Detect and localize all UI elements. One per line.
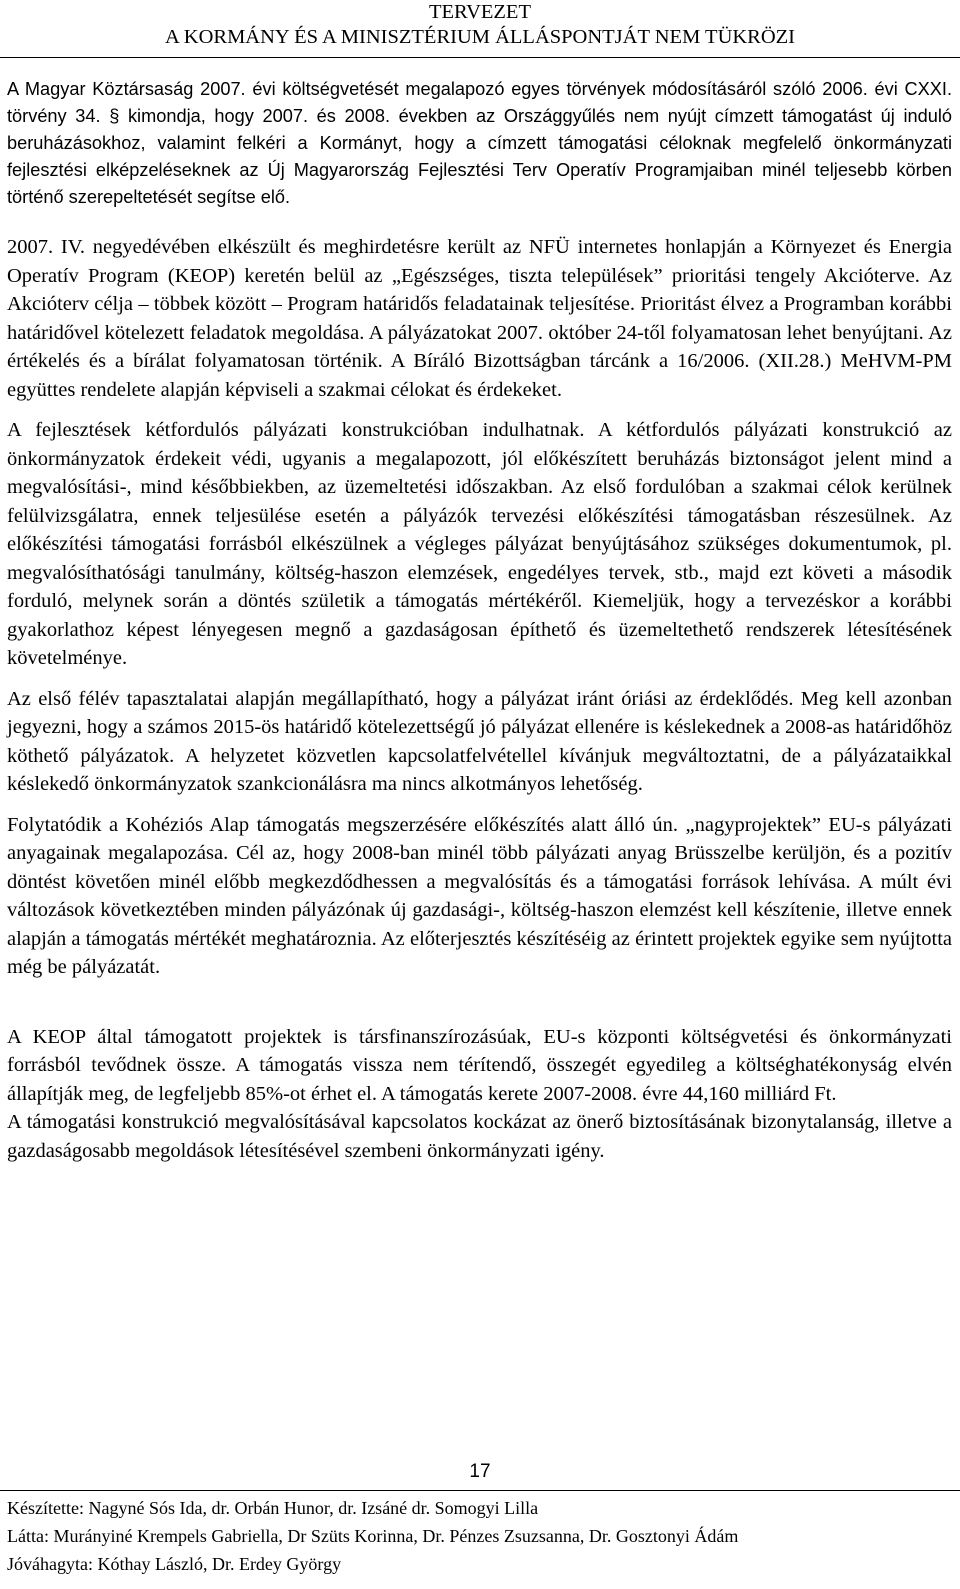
paragraph-keop-action-plan: 2007. IV. negyedévében elkészült és meghirdetésre került az NFÜ internetes honlapján a Környezet és Energia Operatív Program (KEOP) keretén belül az „Egészséges, tiszta települések” prioritási tengely Akcióterve. Az Akcióterv célja – többek között – Program határidős feladatainak teljesítése. Prioritást élvez a Programban korábbi határidővel kötelezett feladatok megoldása. A pályázatokat 2007. október 24-től folyamatosan lehet benyújtani. Az értékelés és a bírálat folyamatosan történik. A Bíráló Bizottságban tárcánk a 16/2006. (XII.28.) MeHVM-PM együttes rendelete alapján képviseli a szakmai célokat és érdekeket.	[7, 236, 952, 401]
page-footer	[7, 1494, 952, 1578]
paragraph-two-round-tender: A fejlesztések kétfordulós pályázati konstrukcióban indulhatnak. A kétfordulós pályázati konstrukció az önkormányzatok érdekeit védi, ugyanis a megalapozott, jól előkészített beruházás biztonságot jelent mind a megvalósítási-, mind későbbiekben, az üzemeltetési időszakban. Az első fordulóban a szakmai célok kerülnek felülvizsgálatra, ennek teljesülése esetén a pályázók tervezési előkészítési támogatásban részesülnek. Az előkészítési támogatási forrásból elkészülnek a végleges pályázat benyújtásához szükséges dokumentumok, pl. megvalósíthatósági tanulmány, költség-haszon elemzések, engedélyes tervek, stb., majd ezt követi a második forduló, melynek során a döntés születik a támogatás mértékéről. Kiemeljük, hogy a tervezéskor a korábbi gyakorlathoz képest lényegesen megnő a gazdaságosan építhető és üzemeltethető rendszerek létesítésének követelménye.	[7, 419, 952, 669]
document-body	[7, 76, 952, 1165]
paragraph-budget-law: A Magyar Köztársaság 2007. évi költségvetését megalapozó egyes törvények módosításáról szóló 2006. évi CXXI. törvény 34. § kimondja, hogy 2007. és 2008. években az Országgyűlés nem nyújt címzett támogatást új induló beruházásokhoz, valamint felkéri a Kormányt, hogy a címzett támogatási céloknak megfelelő önkormányzati fejlesztési elképzeléseknek az Új Magyarország Fejlesztési Terv Operatív Programjaiban minél teljesebb körben történő szerepeltetését segítse elő.	[7, 79, 952, 207]
header-divider	[0, 57, 960, 58]
page-number: 17	[469, 1461, 491, 1482]
page-header	[0, 0, 960, 50]
footer-divider	[0, 1490, 960, 1491]
header-draft-label: TERVEZET	[429, 1, 531, 23]
paragraph-cofinancing: A KEOP által támogatott projektek is társfinanszírozásúak, EU-s központi költségvetési és önkormányzati forrásból tevődnek össze. A támogatás vissza nem térítendő, összegét egyedileg a költséghatékonyság elvén állapítják meg, de legfeljebb 85%-ot érhet el. A támogatás kerete 2007-2008. évre 44,160 milliárd Ft.	[7, 1025, 952, 1105]
footer-prepared-by: Készítette: Nagyné Sós Ida, dr. Orbán Hunor, dr. Izsáné dr. Somogyi Lilla	[7, 1498, 539, 1518]
paragraph-cohesion-fund: Folytatódik a Kohéziós Alap támogatás megszerzésére előkészítés alatt álló ún. „nagyprojektek” EU-s pályázati anyagainak megalapozása. Cél az, hogy 2008-ban minél több pályázati anyag Brüsszelbe kerüljön, és a pozitív döntést követően minél előbb megkezdődhessen a megvalósítás és a támogatási források lehívása. A múlt évi változások következtében minden pályázónak új gazdasági-, költség-haszon elemzést kell készítenie, illetve ennek alapján a támogatás mértékét meghatároznia. Az előterjesztés készítéséig az érintett projektek egyike sem nyújtotta még be pályázatát.	[7, 813, 952, 978]
paragraph-risk: A támogatási konstrukció megvalósításával kapcsolatos kockázat az önerő biztosításának bizonytalanság, illetve a gazdaságosabb megoldások létesítésével szembeni önkormányzati igény.	[7, 1111, 952, 1162]
footer-approved-by: Jóváhagyta: Kóthay László, Dr. Erdey György	[7, 1554, 342, 1574]
paragraph-first-half-experience: Az első félév tapasztalatai alapján megállapítható, hogy a pályázat iránt óriási az érdeklődés. Meg kell azonban jegyezni, hogy a számos 2015-ös határidő kötelezettségű jó pályázat ellenére is késlekednek a 2008-as határidőhöz köthető pályázatok. A helyzetet közvetlen kapcsolatfelvétellel kívánjuk megváltoztatni, de a pályázataikkal késlekedő önkormányzatok szankcionálásra ma nincs alkotmányos lehetőség.	[7, 687, 952, 795]
footer-reviewed-by: Látta: Murányiné Krempels Gabriella, Dr Szüts Korinna, Dr. Pénzes Zsuzsanna, Dr. Gosztonyi Ádám	[7, 1526, 739, 1546]
header-disclaimer: A KORMÁNY ÉS A MINISZTÉRIUM ÁLLÁSPONTJÁT NEM TÜKRÖZI	[164, 26, 796, 48]
